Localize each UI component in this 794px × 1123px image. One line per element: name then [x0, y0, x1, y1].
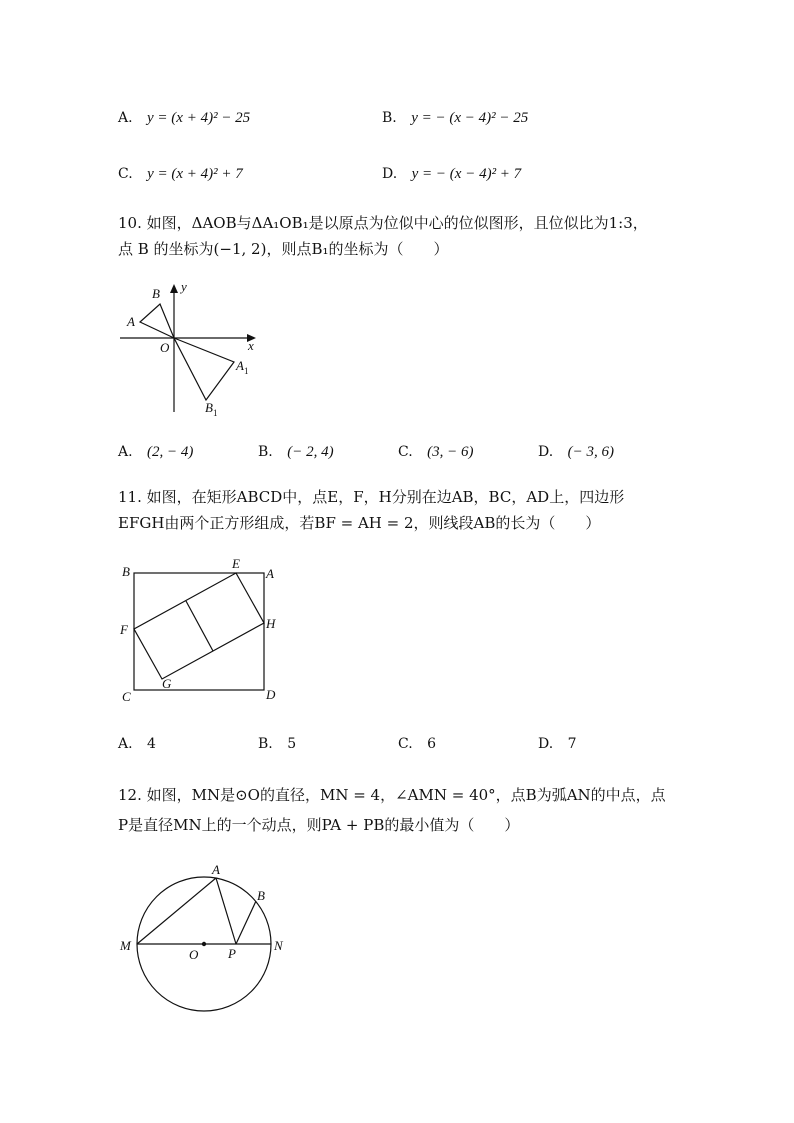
q10-text-line2: 点 B 的坐标为(−1, 2)，则点B₁的坐标为（ ）	[118, 240, 449, 258]
option-label: A.	[118, 444, 133, 460]
option-value: (− 3, 6)	[567, 444, 615, 460]
label-o: O	[189, 947, 199, 962]
q9-option-c	[118, 166, 243, 183]
q11-text-line2: EFGH由两个正方形组成，若BF = AH = 2，则线段AB的长为（ ）	[118, 514, 601, 532]
option-label: A.	[118, 736, 133, 752]
segment-pb	[236, 901, 256, 944]
q11-figure	[112, 556, 292, 706]
q12-figure	[112, 858, 297, 1018]
q11-option-d	[538, 736, 577, 752]
q9-option-b	[382, 110, 528, 127]
q11-option-c	[398, 736, 436, 752]
label-a: A	[127, 314, 135, 329]
q11-text-line1: 11. 如图，在矩形ABCD中，点E，F，H分别在边AB，BC，AD上，四边形	[118, 488, 625, 506]
label-n: N	[274, 938, 283, 953]
q12-text-line1: 12. 如图，MN是⊙O的直径，MN = 4，∠AMN = 40°，点B为弧AN的中点，点	[118, 786, 666, 804]
label-a: A	[266, 566, 274, 581]
q9-option-d	[382, 166, 521, 183]
label-x: x	[248, 338, 254, 353]
label-b: B	[152, 286, 160, 301]
option-label: C.	[118, 166, 133, 182]
option-value: 6	[427, 736, 437, 752]
center-point-o	[202, 942, 206, 946]
option-expression: y = (x + 4)² − 25	[147, 110, 251, 126]
label-h: H	[266, 616, 276, 631]
option-label: D.	[382, 166, 398, 182]
middle-divider	[186, 601, 213, 651]
q11-option-b	[258, 736, 296, 752]
label-b: B	[257, 888, 265, 903]
q10-option-d	[538, 444, 614, 461]
label-p: P	[228, 946, 236, 961]
segment-ma	[137, 878, 216, 944]
label-d: D	[266, 687, 276, 702]
label-a1: $A_1$	[236, 358, 249, 376]
option-label: D.	[538, 444, 554, 460]
option-label: A.	[118, 110, 133, 126]
q10-option-b	[258, 444, 334, 461]
option-expression: y = − (x − 4)² + 7	[411, 166, 522, 182]
option-label: D.	[538, 736, 554, 752]
y-axis-arrow	[170, 284, 178, 293]
option-value: (2, − 4)	[147, 444, 194, 460]
option-label: C.	[398, 444, 413, 460]
q10-option-a	[118, 444, 193, 461]
label-y: y	[181, 279, 187, 294]
segment-ap	[216, 878, 236, 944]
triangle-a1ob1	[174, 338, 234, 400]
q10-option-c	[398, 444, 474, 461]
label-o: O	[160, 340, 170, 355]
option-expression: y = (x + 4)² + 7	[147, 166, 243, 182]
label-m: M	[120, 938, 131, 953]
option-label: B.	[258, 736, 273, 752]
option-label: B.	[258, 444, 273, 460]
label-e: E	[232, 556, 240, 571]
q9-option-a	[118, 110, 250, 127]
rectangle-abcd	[134, 573, 264, 690]
option-value: 4	[147, 736, 156, 752]
label-a: A	[212, 862, 220, 877]
option-label: C.	[398, 736, 413, 752]
label-f: F	[120, 622, 128, 637]
option-value: (− 2, 4)	[287, 444, 334, 460]
q11-option-a	[118, 736, 156, 752]
label-b: B	[122, 564, 130, 579]
option-value: 5	[287, 736, 297, 752]
option-label: B.	[382, 110, 397, 126]
label-c: C	[122, 689, 131, 704]
q10-figure	[112, 278, 272, 423]
q12-text-line2: P是直径MN上的一个动点，则PA + PB的最小值为（ ）	[118, 816, 520, 834]
triangle-aob	[140, 304, 174, 338]
label-b1: $B_1$	[205, 400, 218, 418]
option-expression: y = − (x − 4)² − 25	[411, 110, 529, 126]
option-value: (3, − 6)	[427, 444, 474, 460]
q10-text-line1: 10. 如图，ΔAOB与ΔA₁OB₁是以原点为位似中心的位似图形，且位似比为1:3，	[118, 214, 648, 232]
option-value: 7	[567, 736, 577, 752]
label-g: G	[162, 676, 172, 691]
